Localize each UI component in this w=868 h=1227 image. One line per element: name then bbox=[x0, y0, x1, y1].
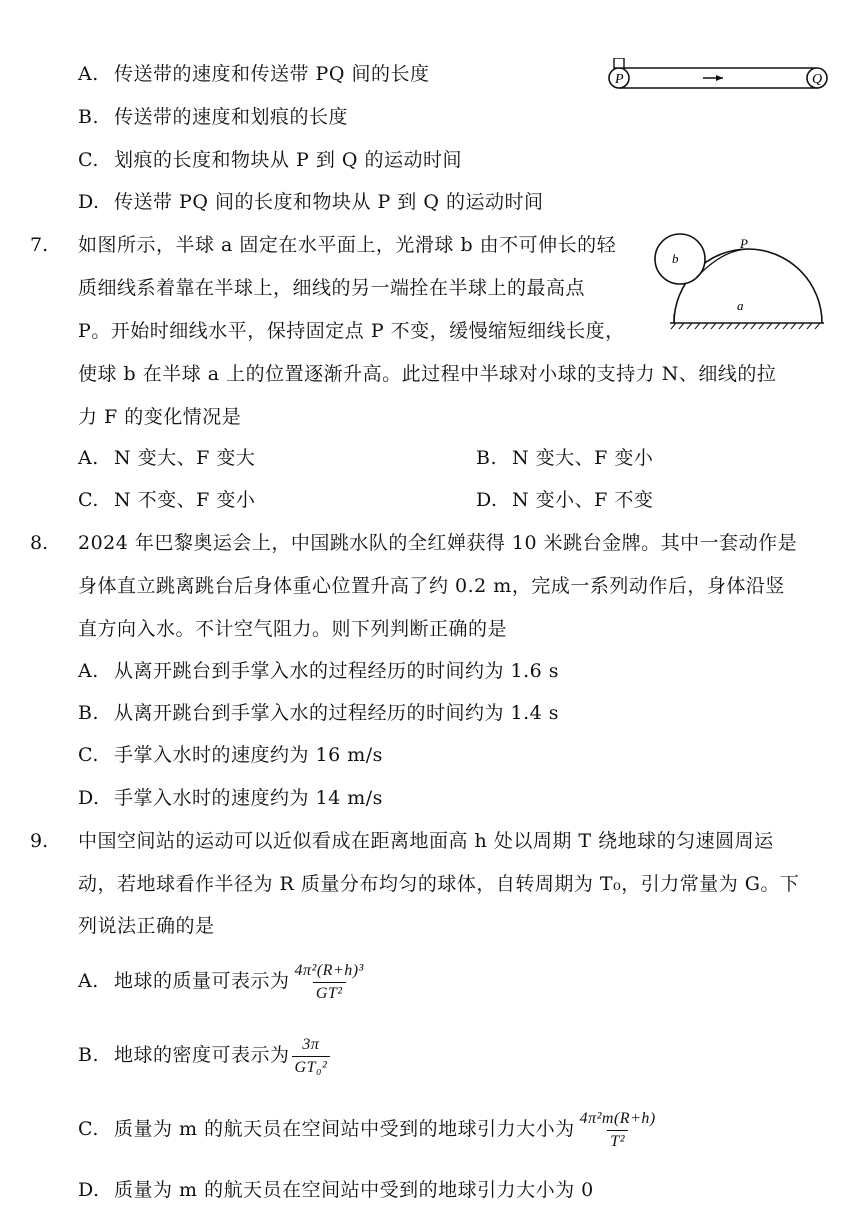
force-formula bbox=[577, 1108, 659, 1153]
arrow-right-icon bbox=[716, 75, 723, 81]
option-text: 传送带的速度和传送带 PQ 间的长度 bbox=[114, 63, 430, 85]
option-letter: D. bbox=[476, 489, 498, 511]
option-text: 地球的密度可表示为 bbox=[114, 1044, 290, 1066]
q8-option-a bbox=[78, 658, 559, 684]
option-letter: A. bbox=[78, 970, 99, 992]
q8-stem-line-3: 直方向入水。不计空气阻力。则下列判断正确的是 bbox=[78, 618, 508, 640]
label-a: a bbox=[737, 298, 744, 313]
option-letter: D. bbox=[78, 1179, 100, 1201]
q9-stem-line-3: 列说法正确的是 bbox=[78, 915, 215, 937]
q7-option-a bbox=[78, 445, 255, 471]
option-letter: C. bbox=[78, 1118, 99, 1140]
q9-number: 9. bbox=[30, 830, 49, 852]
q7-stem-line-2: 质细线系着靠在半球上，细线的另一端拴在半球上的最高点 bbox=[78, 277, 586, 299]
density-formula bbox=[292, 1034, 331, 1079]
option-letter: C. bbox=[78, 489, 99, 511]
q8-number: 8. bbox=[30, 532, 49, 554]
q9-option-c bbox=[78, 1106, 661, 1153]
option-letter: B. bbox=[78, 106, 100, 128]
q9-option-d bbox=[78, 1177, 594, 1203]
option-letter: A. bbox=[78, 660, 99, 682]
option-text: N 变小、F 不变 bbox=[512, 489, 654, 511]
q8-option-c bbox=[78, 742, 383, 768]
q6-option-b bbox=[78, 104, 348, 130]
block-icon bbox=[614, 58, 624, 68]
option-text: 传送带的速度和划痕的长度 bbox=[114, 106, 349, 128]
option-text: 质量为 m 的航天员在空间站中受到的地球引力大小为 bbox=[114, 1118, 575, 1140]
option-text: 质量为 m 的航天员在空间站中受到的地球引力大小为 0 bbox=[114, 1179, 594, 1201]
mass-formula bbox=[292, 960, 367, 1005]
q7-stem-line-4: 使球 b 在半球 a 上的位置逐渐升高。此过程中半球对小球的支持力 N、细线的拉 bbox=[78, 363, 777, 385]
option-letter: D. bbox=[78, 787, 100, 809]
option-text: 从离开跳台到手掌入水的过程经历的时间约为 1.4 s bbox=[114, 702, 560, 724]
option-letter: A. bbox=[78, 63, 99, 85]
option-letter: C. bbox=[78, 744, 99, 766]
option-letter: C. bbox=[78, 149, 99, 171]
option-text: N 变大、F 变大 bbox=[114, 447, 256, 469]
q6-option-a bbox=[78, 61, 429, 87]
q6-option-c bbox=[78, 147, 462, 173]
conveyor-belt-figure bbox=[605, 58, 835, 98]
option-text: 地球的质量可表示为 bbox=[114, 970, 290, 992]
q8-option-b bbox=[78, 700, 559, 726]
formula-denominator: GT² bbox=[313, 982, 346, 1005]
option-text: 从离开跳台到手掌入水的过程经历的时间约为 1.6 s bbox=[114, 660, 560, 682]
hemisphere-figure bbox=[652, 228, 827, 338]
formula-numerator: 3π bbox=[302, 1035, 320, 1053]
q7-option-d bbox=[476, 487, 653, 513]
formula-numerator: 4π²m(R+h) bbox=[579, 1109, 656, 1127]
option-text: 手掌入水时的速度约为 14 m/s bbox=[114, 787, 383, 809]
option-text: 传送带 PQ 间的长度和物块从 P 到 Q 的运动时间 bbox=[114, 191, 544, 213]
option-text: 划痕的长度和物块从 P 到 Q 的运动时间 bbox=[114, 149, 463, 171]
q8-option-d bbox=[78, 785, 383, 811]
q9-stem-line-2: 动，若地球看作半径为 R 质量分布均匀的球体，自转周期为 T₀，引力常量为 G。下 bbox=[78, 873, 800, 895]
option-text: N 变大、F 变小 bbox=[512, 447, 654, 469]
q9-option-b bbox=[78, 1032, 332, 1079]
q7-stem-line-5: 力 F 的变化情况是 bbox=[78, 406, 242, 428]
q9-option-a bbox=[78, 958, 369, 1005]
option-letter: B. bbox=[78, 1044, 100, 1066]
q7-stem-line-1: 如图所示，半球 a 固定在水平面上，光滑球 b 由不可伸长的轻 bbox=[78, 234, 617, 256]
option-letter: D. bbox=[78, 191, 100, 213]
option-letter: B. bbox=[78, 702, 100, 724]
label-p: P bbox=[615, 72, 624, 87]
q7-stem-line-3: P。开始时细线水平，保持固定点 P 不变，缓慢缩短细线长度， bbox=[78, 320, 625, 342]
q8-stem-line-2: 身体直立跳离跳台后身体重心位置升高了约 0.2 m，完成一系列动作后，身体沿竖 bbox=[78, 575, 785, 597]
q7-option-b bbox=[476, 445, 653, 471]
q7-number: 7. bbox=[30, 234, 49, 256]
option-text: N 不变、F 变小 bbox=[114, 489, 256, 511]
option-letter: A. bbox=[78, 447, 99, 469]
label-b: b bbox=[672, 251, 679, 266]
q9-stem-line-1: 中国空间站的运动可以近似看成在距离地面高 h 处以周期 T 绕地球的匀速圆周运 bbox=[78, 830, 774, 852]
option-text: 手掌入水时的速度约为 16 m/s bbox=[114, 744, 383, 766]
q7-option-c bbox=[78, 487, 255, 513]
option-letter: B. bbox=[476, 447, 498, 469]
label-q: Q bbox=[812, 72, 823, 87]
formula-denominator: T² bbox=[607, 1130, 628, 1153]
label-p: P bbox=[740, 236, 748, 251]
q6-option-d bbox=[78, 189, 543, 215]
q8-stem-line-1: 2024 年巴黎奥运会上，中国跳水队的全红婵获得 10 米跳台金牌。其中一套动作是 bbox=[78, 532, 798, 554]
formula-numerator: 4π²(R+h)³ bbox=[294, 961, 364, 979]
formula-denominator: GT₀² bbox=[292, 1056, 331, 1079]
